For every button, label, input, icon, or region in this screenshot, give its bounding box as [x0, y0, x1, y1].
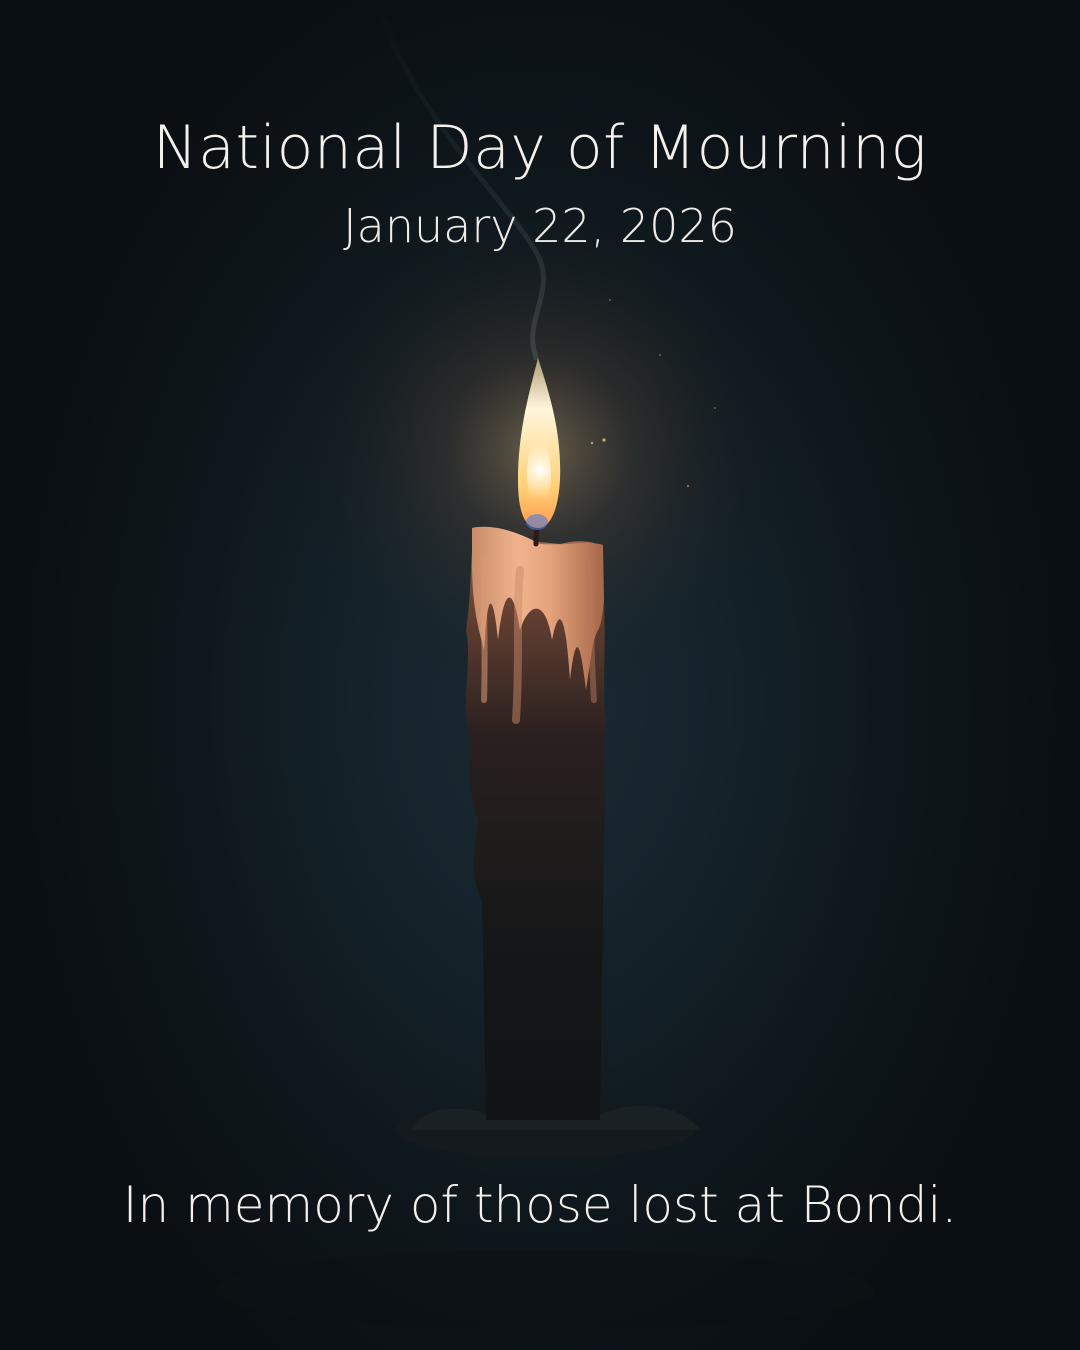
poster-title: National Day of Mourning — [152, 113, 928, 183]
memorial-caption: In memory of those lost at Bondi. — [122, 1176, 958, 1234]
poster-date: January 22, 2026 — [343, 199, 737, 253]
